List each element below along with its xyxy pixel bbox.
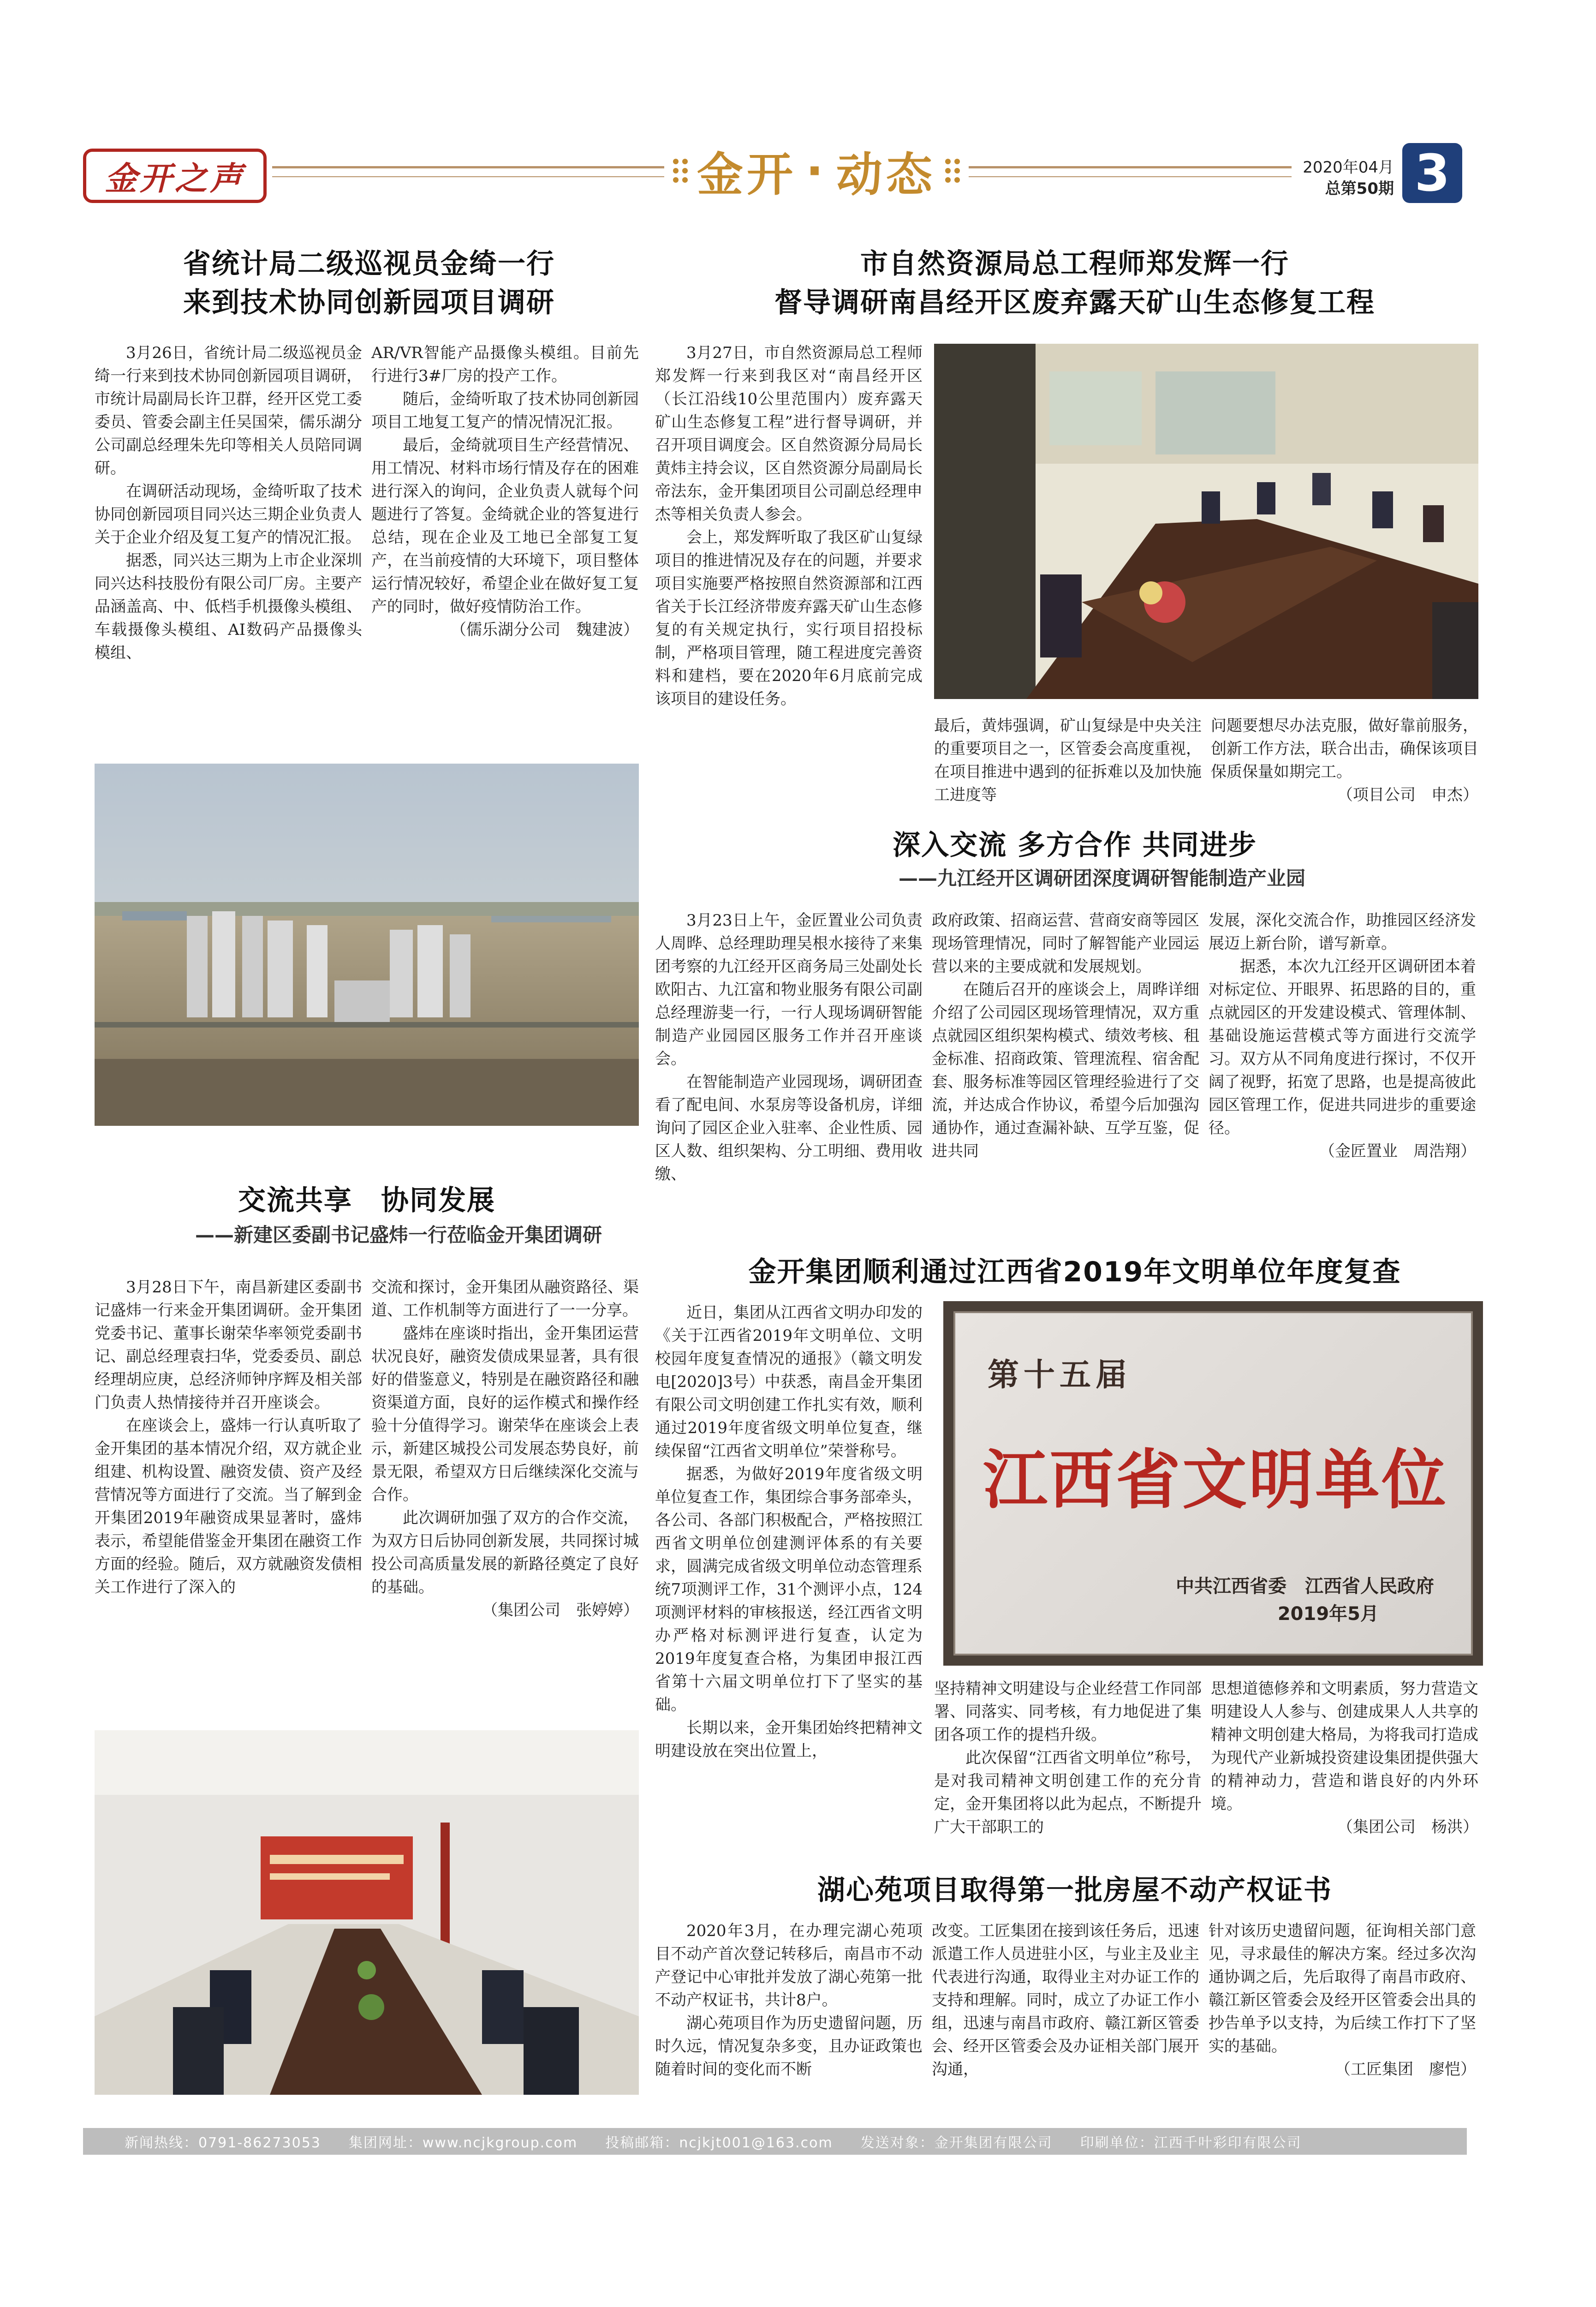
plaque-photo xyxy=(943,1301,1483,1666)
byline: （工匠集团 廖恺） xyxy=(1335,2060,1476,2079)
footer-email: 投稿邮箱：ncjkjt001@163.com xyxy=(605,2135,833,2151)
conference-image xyxy=(95,1730,639,2095)
paragraph: 近日，集团从江西省文明办印发的《关于江西省2019年文明单位、文明校园年度复查情况的通报》（赣文明发电[2020]3号）中获悉，南昌金开集团有限公司文明创建工作扎实有效，顺利通过2019年度省级文明单位复查，继续保留“江西省文明单位”荣誉称号。 xyxy=(655,1303,923,1460)
plaque-title: 江西省文明单位 xyxy=(983,1443,1448,1518)
photo-meeting-room xyxy=(934,344,1478,699)
logo-text: 金开之声 xyxy=(105,159,245,197)
article1-column2 xyxy=(371,341,639,743)
article6-headline: 湖心苑项目取得第一批房屋不动产权证书 xyxy=(817,1874,1332,1907)
article4-subtitle: ——新建区委副书记盛炜一行莅临金开集团调研 xyxy=(195,1224,602,1246)
paragraph: 发展，深化交流合作，助推园区经济发展迈上新台阶，谱写新章。 xyxy=(1209,911,1476,953)
paragraph: 政府政策、招商运营、营商安商等园区现场管理情况，同时了解智能产业园运营以来的主要成就和发展规划。 xyxy=(932,911,1199,976)
paragraph: 据悉，同兴达三期为上市企业深圳同兴达科技股份有限公司厂房。主要产品涵盖高、中、低档手机摄像头模组、车载摄像头模组、AI数码产品摄像头模组、 xyxy=(95,551,362,662)
paragraph: 会上，郑发辉听取了我区矿山复绿项目的推进情况及存在的问题，并要求项目实施要严格按照自然资源部和江西省关于长江经济带废弃露天矿山生态修复的有关规定执行，实行项目招投标制，严格项目管理，随工程进度完善资料和建档，要在2020年6月底前完成该项目的建设任务。 xyxy=(655,528,923,708)
section-title-right: 动态 xyxy=(836,148,936,202)
paragraph: 长期以来，金开集团始终把精神文明建设放在突出位置上， xyxy=(655,1719,923,1760)
article3-column1 xyxy=(655,909,923,1232)
masthead-rule-left-thin xyxy=(272,176,664,177)
paragraph: 最后，黄炜强调，矿山复绿是中央关注的重要项目之一，区管委会高度重视，在项目推进中遇到的征拆难以及加快施工进度等 xyxy=(934,717,1202,804)
ornament-dots-icon xyxy=(945,159,960,183)
paragraph: 此次调研加强了双方的合作交流，为双方日后协同创新发展，共同探讨城投公司高质量发展的新路径奠定了良好的基础。 xyxy=(371,1509,639,1596)
article4-headline: 交流共享 协同发展 xyxy=(238,1184,495,1217)
paragraph: 针对该历史遗留问题，征询相关部门意见，寻求最佳的解决方案。经过多次沟通协调之后，先后取得了南昌市政府、赣江新区管委会及经开区管委会出具的抄告单予以支持，为后续工作打下了坚实的基础。 xyxy=(1209,1922,1476,2056)
paragraph: AR/VR智能产品摄像头模组。目前先行进行3#厂房的投产工作。 xyxy=(371,344,639,385)
article1-title-line2: 来到技术协同创新园项目调研 xyxy=(183,287,555,319)
paragraph: 最后，金绮就项目生产经营情况、用工情况、材料市场行情及存在的困难进行深入的询问，企业负责人就每个问题进行了答复。金绮就企业的答复进行总结，现在企业及工地已全部复工复产，在当前疫情的大环境下，项目整体运行情况较好，希望企业在做好复工复产的同时，做好疫情防治工作。 xyxy=(371,436,639,616)
paragraph: 盛炜在座谈时指出，金开集团运营状况良好，融资发债成果显著，具有很好的借鉴意义，特别是在融资路径和融资渠道方面，良好的运作模式和操作经验十分值得学习。谢荣华在座谈会上表示，新建区城投公司发展态势良好，前景无限，希望双方日后继续深化交流与合作。 xyxy=(371,1324,639,1504)
issue-number: 总第50期 xyxy=(1325,179,1394,198)
footer-hotline: 新闻热线：0791-86273053 xyxy=(125,2135,321,2151)
article3-column3 xyxy=(1209,909,1476,1232)
byline: （金匠置业 周浩翔） xyxy=(1319,1142,1476,1160)
footer-printer: 印刷单位：江西千叶彩印有限公司 xyxy=(1080,2135,1302,2151)
footer-recipient: 发送对象：金开集团有限公司 xyxy=(860,2135,1053,2151)
article3-column2 xyxy=(932,909,1199,1232)
issue-date: 2020年04月 xyxy=(1303,158,1394,177)
paragraph: 坚持精神文明建设与企业经营工作同部署、同落实、同考核，有力地促进了集团各项工作的提档升级。 xyxy=(934,1679,1202,1744)
article4-column1 xyxy=(95,1276,362,1700)
section-title-dot: · xyxy=(806,143,827,198)
byline: （集团公司 张婷婷） xyxy=(482,1601,639,1620)
paragraph: 此次保留“江西省文明单位”称号，是对我司精神文明创建工作的充分肯定，金开集团将以此为起点，不断提升广大干部职工的 xyxy=(934,1749,1202,1836)
article2-column2 xyxy=(934,714,1202,816)
paragraph: 3月23日上午，金匠置业公司负责人周晔、总经理助理吴根水接待了来集团考察的九江经开区商务局三处副处长欧阳古、九江富和物业服务有限公司副总经理游斐一行，一行人现场调研智能制造产业园园区服务工作并召开座谈会。 xyxy=(655,911,923,1068)
article5-column3 xyxy=(1211,1677,1478,1862)
plaque-edition: 第十五届 xyxy=(988,1357,1132,1393)
footer-bar xyxy=(83,2128,1467,2155)
photo-conference xyxy=(95,1730,639,2095)
article6-column3 xyxy=(1209,1919,1476,2104)
paragraph: 问题要想尽办法克服，做好靠前服务，创新工作方法，联合出击，确保该项目保质保量如期完工。 xyxy=(1211,717,1478,781)
issue-info xyxy=(1302,157,1394,199)
article1-headline xyxy=(101,245,637,322)
paragraph: 随后，金绮听取了技术协同创新园项目工地复工复产的情况情况汇报。 xyxy=(371,390,639,431)
article5-column2 xyxy=(934,1677,1202,1862)
ornament-dots-icon xyxy=(673,159,688,183)
article2-title-line1: 市自然资源局总工程师郑发辉一行 xyxy=(860,248,1289,280)
article5-headline: 金开集团顺利通过江西省2019年文明单位年度复查 xyxy=(748,1256,1401,1288)
paragraph: 据悉，本次九江经开区调研团本着对标定位、开眼界、拓思路的目的，重点就园区的开发建设模式、管理体制、基础设施运营模式等方面进行交流学习。双方从不同角度进行探讨，不仅开阔了视野，拓宽了思路，也是提高彼此园区管理工作，促进共同进步的重要途径。 xyxy=(1209,957,1476,1137)
plaque-issuer: 中共江西省委 江西省人民政府 xyxy=(1176,1576,1434,1597)
meeting-room-image xyxy=(934,344,1478,699)
paragraph: 3月28日下午，南昌新建区委副书记盛炜一行来金开集团调研。金开集团党委书记、董事长谢荣华率领党委副书记、副总经理袁扫华，党委委员、副总经理胡应庚，总经济师钟序辉及相关部门负责人热情接待并召开座谈会。 xyxy=(95,1278,362,1412)
paragraph: 交流和探讨，金开集团从融资路径、渠道、工作机制等方面进行了一一分享。 xyxy=(371,1278,639,1320)
article5-column1 xyxy=(655,1301,923,1855)
section-title xyxy=(669,138,964,203)
article2-headline xyxy=(646,245,1504,322)
section-title-left: 金开 xyxy=(697,148,797,202)
article6-column2 xyxy=(932,1919,1199,2104)
plaque-date: 2019年5月 xyxy=(1277,1603,1379,1625)
paragraph: 3月26日，省统计局二级巡视员金绮一行来到技术协同创新园项目调研，市统计局副局长许卫群，经开区党工委委员、管委会副主任吴国荣，儒乐湖分公司副总经理朱先印等相关人员陪同调研。 xyxy=(95,344,362,478)
byline: （项目公司 申杰） xyxy=(1337,786,1478,804)
byline: （儒乐湖分公司 魏建波） xyxy=(451,621,639,639)
article1-title-line1: 省统计局二级巡视员金绮一行 xyxy=(183,248,555,280)
paragraph: 在随后召开的座谈会上，周晔详细介绍了公司园区现场管理情况，双方重点就园区组织架构模式、绩效考核、租金标准、招商政策、管理流程、宿舍配套、服务标准等园区管理经验进行了交流，并达成合作协议，希望今后加强沟通协作，通过查漏补缺、互学互鉴，促进共同 xyxy=(932,980,1199,1160)
article2-column3 xyxy=(1211,714,1478,816)
plaque-face xyxy=(953,1311,1473,1656)
paragraph: 湖心苑项目作为历史遗留问题，历时久远，情况复杂多变，且办证政策也随着时间的变化而不断 xyxy=(655,2014,923,2079)
byline: （集团公司 杨洪） xyxy=(1337,1818,1478,1836)
photo-industrial-park xyxy=(95,764,639,1126)
article4-column2 xyxy=(371,1276,639,1700)
masthead-logo xyxy=(83,149,267,203)
paragraph: 改变。工匠集团在接到该任务后，迅速派遣工作人员进驻小区，与业主及业主代表进行沟通，取得业主对办证工作的支持和理解。同时，成立了办证工作小组，迅速与南昌市政府、赣江新区管委会、经开区管委会及办证相关部门展开沟通， xyxy=(932,1922,1199,2079)
article3-headline: 深入交流 多方合作 共同进步 xyxy=(893,829,1257,861)
paragraph: 在智能制造产业园现场，调研团查看了配电间、水泵房等设备机房，详细询问了园区企业入驻率、企业性质、园区人数、组织架构、分工明细、费用收缴、 xyxy=(655,1073,923,1183)
masthead-rule-left xyxy=(272,166,664,168)
paragraph: 思想道德修养和文明素质，努力营造文明建设人人参与、创建成果人人共享的精神文明创建大格局，为将我司打造成为现代产业新城投资建设集团提供强大的精神动力，营造和谐良好的内外环境。 xyxy=(1211,1679,1478,1813)
footer-website: 集团网址：www.ncjkgroup.com xyxy=(348,2135,578,2151)
paragraph: 2020年3月，在办理完湖心苑项目不动产首次登记转移后，南昌市不动产登记中心审批并发放了湖心苑第一批不动产权证书，共计8户。 xyxy=(655,1922,923,2009)
article1-column1 xyxy=(95,341,362,743)
masthead-rule-right xyxy=(969,166,1292,168)
paragraph: 3月27日，市自然资源局总工程师郑发辉一行来到我区对“南昌经开区（长江沿线10公里范围内）废弃露天矿山生态修复工程”进行督导调研，并召开项目调度会。区自然资源分局局长黄炜主持会议，区自然资源分局副局长帝法东，金开集团项目公司副总经理申杰等相关负责人参会。 xyxy=(655,344,923,524)
paragraph: 在调研活动现场，金绮听取了技术协同创新园项目同兴达三期企业负责人关于企业介绍及复工复产的情况汇报。 xyxy=(95,482,362,547)
masthead-rule-right-thin xyxy=(969,176,1292,177)
paragraph: 据悉，为做好2019年度省级文明单位复查工作，集团综合事务部牵头，各公司、各部门积极配合，严格按照江西省文明单位创建测评体系的有关要求，圆满完成省级文明单位动态管理系统7项测评工作，31个测评小点，124项测评材料的审核报送，经江西省文明办严格对标测评进行复查，认定为2019年度复查合格，为集团申报江西省第十六届文明单位打下了坚实的基础。 xyxy=(655,1465,923,1714)
industrial-park-image xyxy=(95,764,639,1126)
article2-title-line2: 督导调研南昌经开区废弃露天矿山生态修复工程 xyxy=(774,287,1375,319)
page-number-badge: 3 xyxy=(1402,143,1462,203)
article6-column1 xyxy=(655,1919,923,2104)
article2-column1 xyxy=(655,341,923,812)
article3-subtitle: ——九江经开区调研团深度调研智能制造产业园 xyxy=(898,867,1305,890)
paragraph: 在座谈会上，盛炜一行认真听取了金开集团的基本情况介绍，双方就企业组建、机构设置、融资发债、资产及经营情况等方面进行了交流。当了解到金开集团2019年融资成果显著时，盛炜表示，希望能借鉴金开集团在融资工作方面的经验。随后，双方就融资发债相关工作进行了深入的 xyxy=(95,1416,362,1596)
